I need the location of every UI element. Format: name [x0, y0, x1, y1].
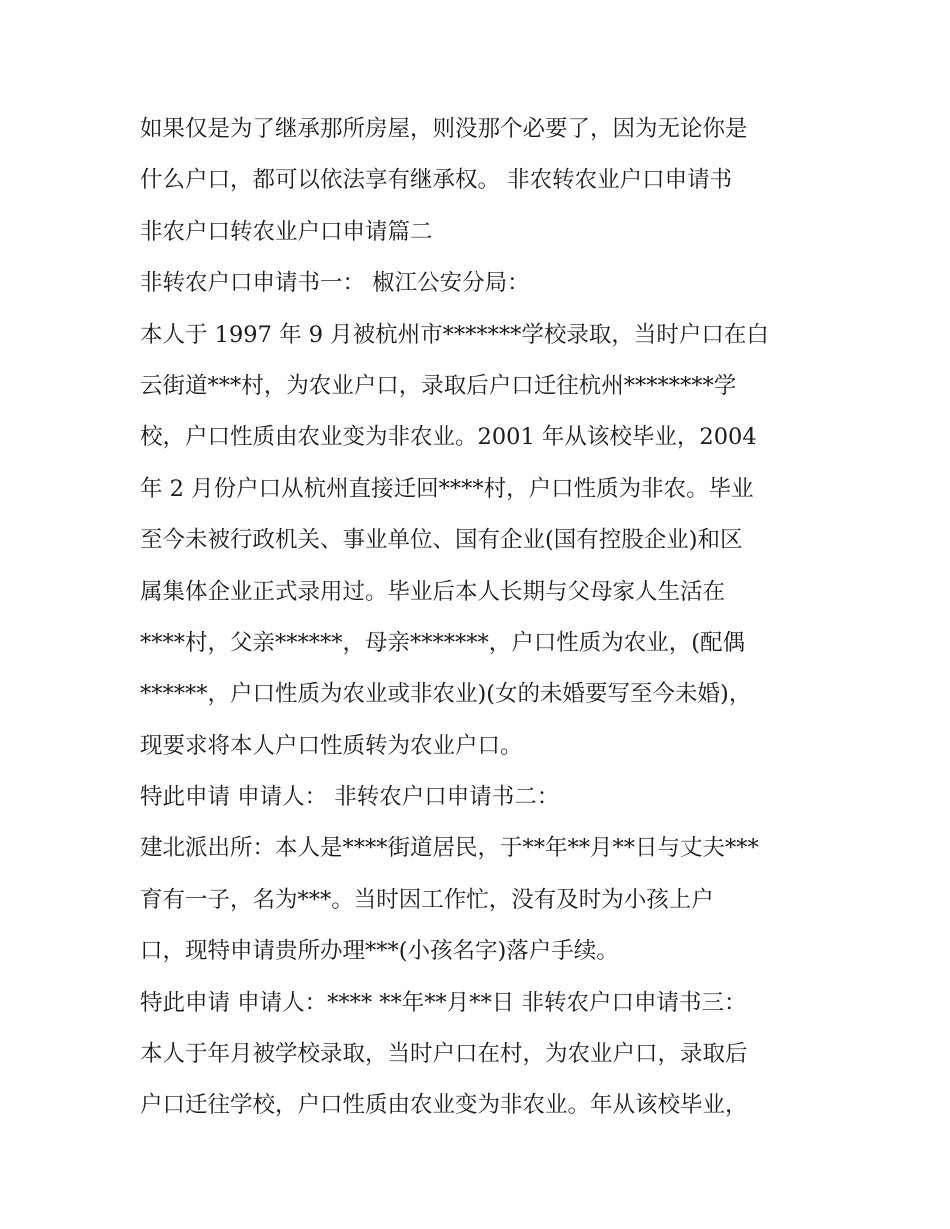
text-line: ****村，父亲******，母亲*******，户口性质为农业，(配偶: [140, 629, 746, 656]
text-line: 特此申请 申请人： 非转农户口申请书二：: [140, 784, 560, 811]
text-line: 育有一子，名为***。当时因工作忙，没有及时为小孩上户: [140, 886, 714, 913]
text-line: 如果仅是为了继承那所房屋，则没那个必要了，因为无论你是: [140, 116, 748, 142]
text-line: 建北派出所：本人是****街道居民，于**年**月**日与丈夫***: [140, 835, 759, 862]
text-line: 非转农户口申请书一： 椒江公安分局：: [140, 270, 530, 297]
text-line: 至今未被行政机关、事业单位、国有企业(国有控股企业)和区: [140, 527, 743, 554]
text-line: 户口迁往学校，户口性质由农业变为非农业。年从该校毕业，: [140, 1092, 748, 1119]
text-line: 非农户口转农业户口申请篇二: [140, 218, 433, 245]
text-line: 云街道***村，为农业户口，录取后户口迁往杭州********学: [140, 372, 737, 399]
text-line: 特此申请 申请人：**** **年**月**日 非转农户口申请书三：: [140, 989, 747, 1016]
text-line: ******，户口性质为农业或非农业)(女的未婚要写至今未婚)，: [140, 681, 752, 708]
text-line: 年 2 月份户口从杭州直接迁回****村，户口性质为非农。毕业: [140, 475, 754, 502]
text-line: 本人于 1997 年 9 月被杭州市*******学校录取，当时户口在白: [140, 321, 769, 348]
text-line: 属集体企业正式录用过。毕业后本人长期与父母家人生活在: [140, 578, 726, 605]
text-line: 口，现特申请贵所办理***(小孩名字)落户手续。: [140, 938, 619, 965]
text-line: 现要求将本人户口性质转为农业户口。: [140, 732, 523, 759]
document-body: [140, 104, 830, 1132]
text-line: 什么户口，都可以依法享有继承权。 非农转农业户口申请书: [140, 167, 733, 194]
text-line: 校，户口性质由农业变为非农业。2001 年从该校毕业，2004: [140, 424, 757, 451]
text-line: 本人于年月被学校录取，当时户口在村，为农业户口，录取后: [140, 1041, 748, 1068]
